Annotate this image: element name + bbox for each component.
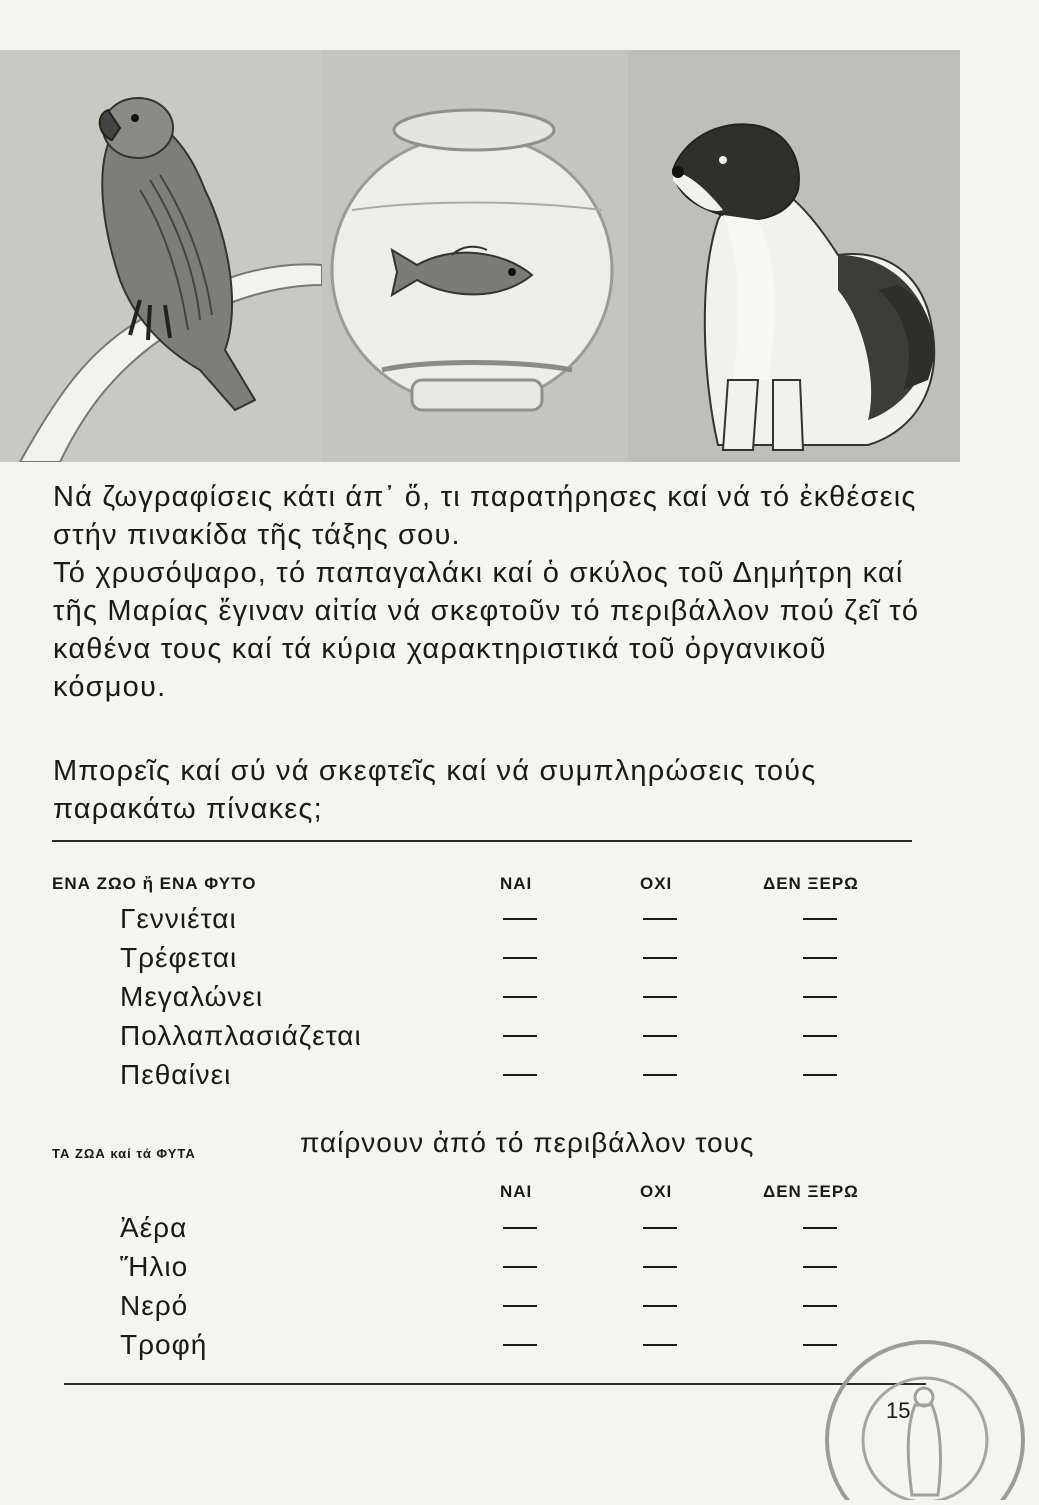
table-1-row-label: Μεγαλώνει bbox=[120, 981, 264, 1012]
table-1-row-label: Γεννιέται bbox=[120, 903, 237, 934]
parrot-icon bbox=[0, 50, 322, 462]
answer-blank[interactable] bbox=[503, 957, 537, 959]
table-2-row-label: Νερό bbox=[120, 1290, 189, 1321]
answer-blank[interactable] bbox=[643, 1227, 677, 1229]
dog-icon bbox=[628, 50, 960, 462]
answer-blank[interactable] bbox=[803, 1035, 837, 1037]
answer-blank[interactable] bbox=[643, 1266, 677, 1268]
table-1-row-label: Πεθαίνει bbox=[120, 1059, 232, 1090]
instruction-paragraph-1: Νά ζωγραφίσεις κάτι άπ᾽ ὅ, τι παρατήρησες καί νά τό ἐκθέσεις στήν πινακίδα τῆς τάξης σου. bbox=[53, 481, 917, 551]
table-2-title-suffix: παίρνουν ἀπό τό περιβάλλον τους bbox=[300, 1127, 755, 1158]
answer-blank[interactable] bbox=[803, 918, 837, 920]
answer-blank[interactable] bbox=[803, 1266, 837, 1268]
divider-top bbox=[52, 840, 912, 842]
answer-blank[interactable] bbox=[803, 1305, 837, 1307]
answer-blank[interactable] bbox=[643, 1035, 677, 1037]
table-2-row-label: Ἥλιο bbox=[120, 1251, 189, 1282]
table-2-row-label: Τροφή bbox=[120, 1329, 208, 1360]
instruction-paragraph-2: Τό χρυσόψαρο, τό παπαγαλάκι καί ὁ σκύλος τοῦ Δημήτρη καί τῆς Μαρίας ἔγιναν αἰτία νά σκεφτοῦν τό περιβάλλον πού ζεῖ τό καθένα τους καί τά κύρια χαρακτηριστικά τοῦ ὀργανικοῦ κόσμου. bbox=[53, 557, 920, 703]
answer-blank[interactable] bbox=[643, 918, 677, 920]
table-2-col-no: ΟΧΙ bbox=[640, 1182, 673, 1201]
answer-blank[interactable] bbox=[643, 1305, 677, 1307]
answer-blank[interactable] bbox=[803, 957, 837, 959]
answer-blank[interactable] bbox=[803, 1227, 837, 1229]
fishbowl-icon bbox=[322, 50, 628, 462]
answer-blank[interactable] bbox=[803, 1074, 837, 1076]
answer-blank[interactable] bbox=[643, 1344, 677, 1346]
answer-blank[interactable] bbox=[803, 996, 837, 998]
table-1-col-dont-know: ΔΕΝ ΞΕΡΩ bbox=[763, 874, 859, 893]
answer-blank[interactable] bbox=[503, 1074, 537, 1076]
answer-blank[interactable] bbox=[503, 918, 537, 920]
answer-blank[interactable] bbox=[643, 957, 677, 959]
table-2-col-dont-know: ΔΕΝ ΞΕΡΩ bbox=[763, 1182, 859, 1201]
answer-blank[interactable] bbox=[503, 1305, 537, 1307]
answer-blank[interactable] bbox=[503, 1344, 537, 1346]
divider-bottom bbox=[64, 1383, 926, 1385]
table-1-row-label: Τρέφεται bbox=[120, 942, 238, 973]
answer-blank[interactable] bbox=[503, 1035, 537, 1037]
table-2-col-yes: ΝΑΙ bbox=[500, 1182, 533, 1201]
table-1-row-label: Πολλαπλασιάζεται bbox=[120, 1020, 362, 1051]
answer-blank[interactable] bbox=[643, 996, 677, 998]
library-stamp bbox=[820, 1335, 1030, 1500]
page-number: 15 bbox=[886, 1398, 911, 1423]
table-2-title-prefix: ΤΑ ΖΩΑ καί τά ΦΥΤΑ bbox=[52, 1146, 196, 1161]
table-1-col-yes: ΝΑΙ bbox=[500, 874, 533, 893]
answer-blank[interactable] bbox=[503, 1227, 537, 1229]
table-1-title: ΕΝΑ ΖΩΟ ἤ ΕΝΑ ΦΥΤΟ bbox=[52, 874, 257, 893]
answer-blank[interactable] bbox=[503, 996, 537, 998]
answer-blank[interactable] bbox=[503, 1266, 537, 1268]
table-1-col-no: ΟΧΙ bbox=[640, 874, 673, 893]
table-2-row-label: Ἀέρα bbox=[120, 1212, 188, 1243]
instruction-paragraph-3: Μπορεῖς καί σύ νά σκεφτεῖς καί νά συμπληρώσεις τούς παρακάτω πίνακες; bbox=[53, 755, 817, 825]
answer-blank[interactable] bbox=[643, 1074, 677, 1076]
